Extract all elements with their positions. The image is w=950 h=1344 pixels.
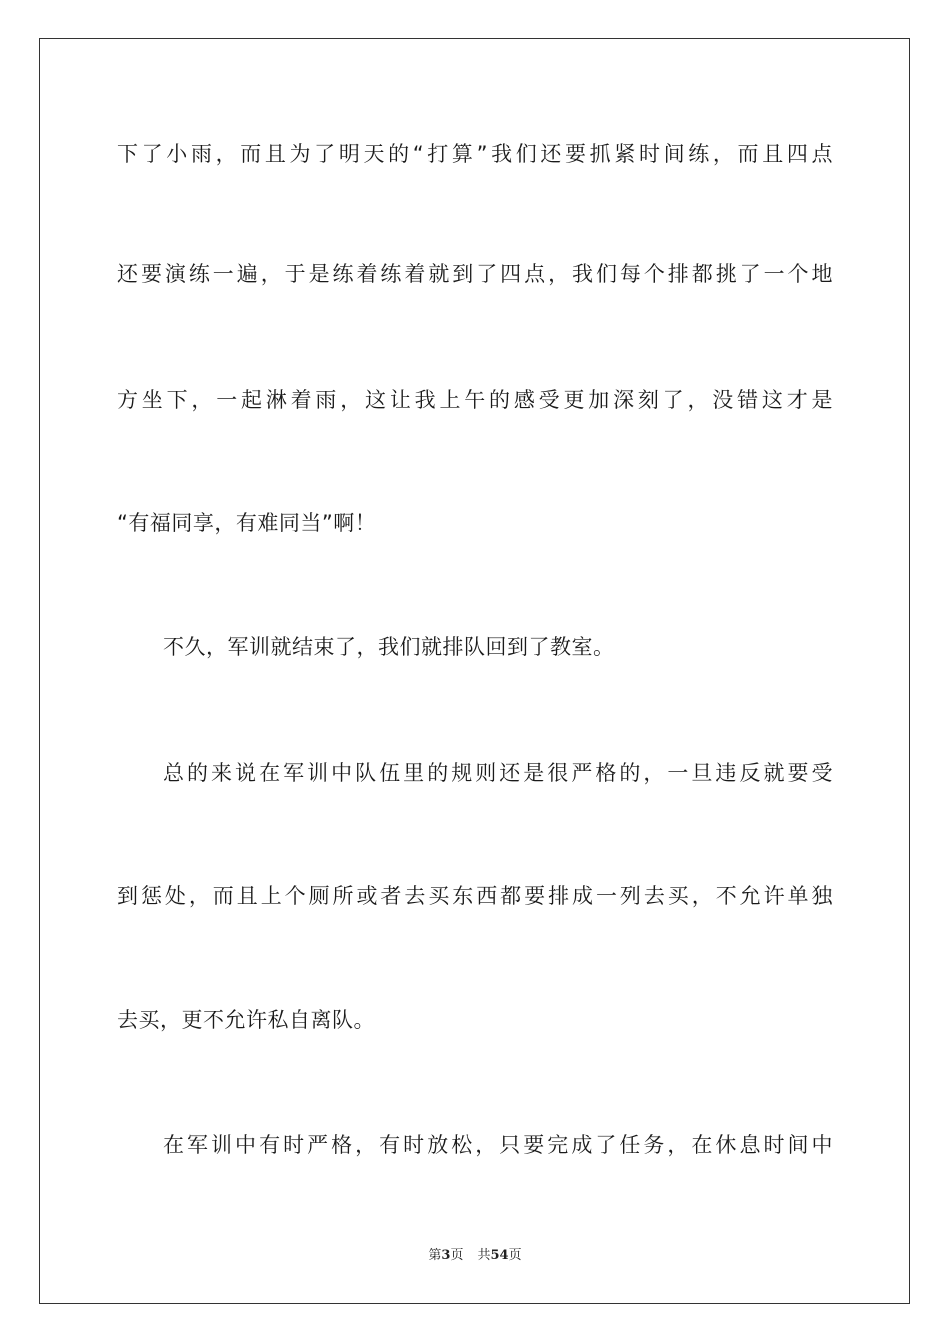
text-line-9: 在军训中有时严格，有时放松，只要完成了任务，在休息时间中 — [163, 1133, 833, 1157]
text-line-8: 去买，更不允许私自离队。 — [117, 1008, 375, 1032]
text-line-5: 不久，军训就结束了，我们就排队回到了教室。 — [163, 635, 615, 659]
text-line-2: 还要演练一遍，于是练着练着就到了四点，我们每个排都挑了一个地 — [117, 262, 833, 286]
total-suffix: 页 — [508, 1248, 522, 1263]
text-line-6: 总的来说在军训中队伍里的规则还是很严格的，一旦违反就要受 — [163, 761, 833, 785]
text-line-4: “有福同享，有难同当”啊！ — [117, 511, 377, 535]
total-prefix: 共 — [477, 1248, 491, 1263]
page-number: 3 — [441, 1248, 451, 1263]
text-line-7: 到惩处，而且上个厕所或者去买东西都要排成一列去买，不允许单独 — [117, 884, 833, 908]
page-suffix: 页 — [450, 1248, 464, 1263]
page-footer — [0, 1247, 950, 1265]
page-border — [39, 38, 910, 1304]
total-pages: 54 — [490, 1248, 509, 1263]
text-line-3: 方坐下，一起淋着雨，这让我上午的感受更加深刻了，没错这才是 — [117, 388, 833, 412]
text-line-1: 下了小雨，而且为了明天的“打算”我们还要抓紧时间练，而且四点 — [117, 142, 833, 166]
page-prefix: 第 — [428, 1248, 442, 1263]
